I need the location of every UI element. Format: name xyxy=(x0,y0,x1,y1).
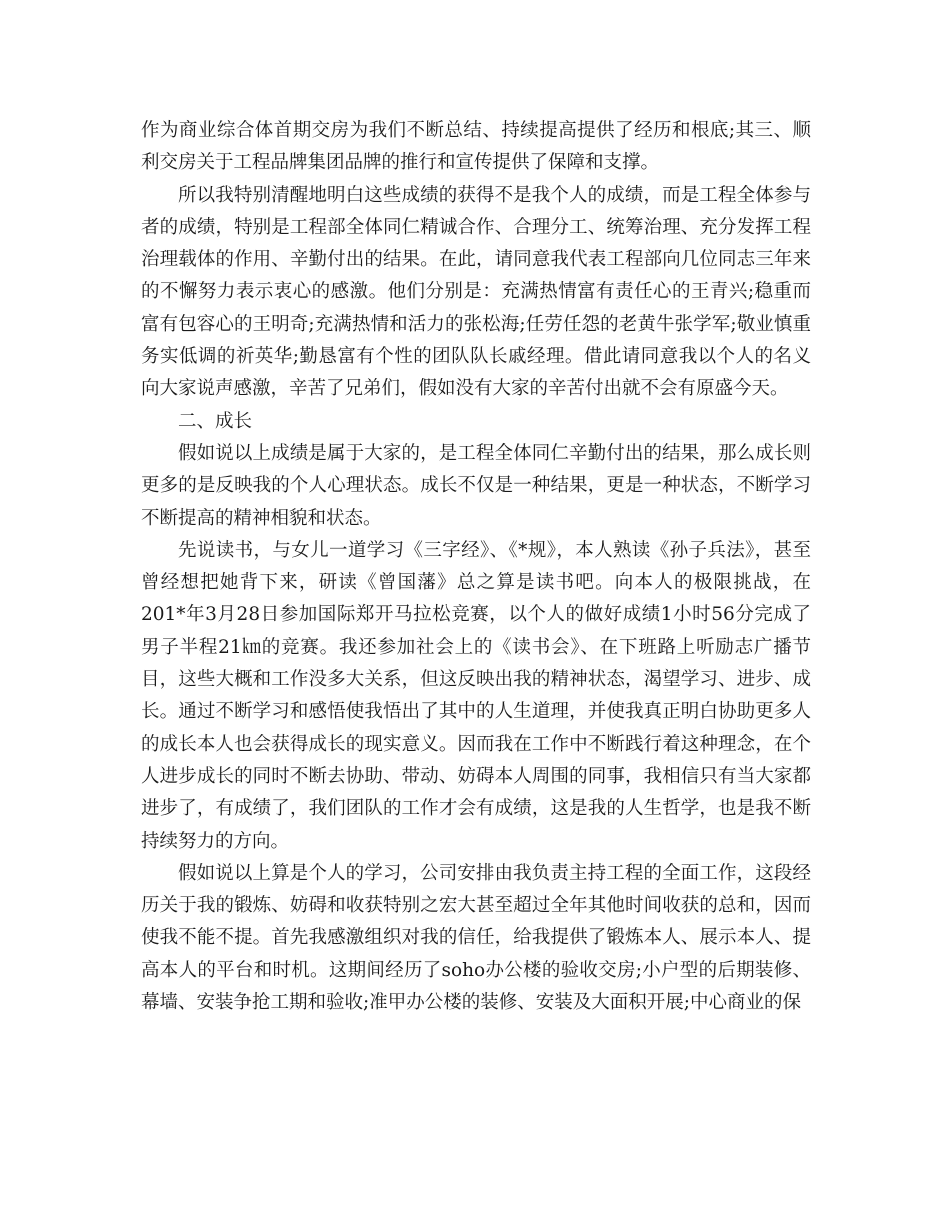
section-heading-growth: 二、成长 xyxy=(178,410,253,432)
paragraph-growth-intro: 假如说以上成绩是属于大家的，是工程全体同仁辛勤付出的结果，那么成长则更多的是反映我的个人心理状态。成长不仅是一种结果，更是一种状态，不断学习不断提高的精神相貌和状态。 xyxy=(141,442,811,529)
document-body xyxy=(141,115,811,1019)
paragraph-reading-marathon: 先说读书，与女儿一道学习《三字经》、《*规》，本人熟读《孙子兵法》，甚至曾经想把她背下来，研读《曾国藩》总之算是读书吧。向本人的极限挑战，在201*年3月28日参加国际郑开马拉松竞赛，以个人的做好成绩1小时56分完成了男子半程21㎞的竞赛。我还参加社会上的《读书会》、在下班路上听励志广播节目，这些大概和工作没多大关系，但这反映出我的精神状态，渴望学习、进步、成长。通过不断学习和感悟使我悟出了其中的人生道理，并使我真正明白协助更多人的成长本人也会获得成长的现实意义。因而我在工作中不断践行着这种理念，在个人进步成长的同时不断去协助、带动、妨碍本人周围的同事，我相信只有当大家都进步了，有成绩了，我们团队的工作才会有成绩，这是我的人生哲学，也是我不断持续努力的方向。 xyxy=(141,539,811,852)
paragraph-continuation: 作为商业综合体首期交房为我们不断总结、持续提高提供了经历和根底;其三、顺利交房关于工程品牌集团品牌的推行和宣传提供了保障和支撑。 xyxy=(141,120,811,174)
paragraph-project-work: 假如说以上算是个人的学习，公司安排由我负责主持工程的全面工作，这段经历关于我的锻炼、妨碍和收获特别之宏大甚至超过全年其他时间收获的总和，因而使我不能不提。首先我感激组织对我的信任，给我提供了锻炼本人、展示本人、提高本人的平台和时机。这期间经历了soho办公楼的验收交房;小户型的后期装修、幕墙、安装争抢工期和验收;准甲办公楼的装修、安装及大面积开展;中心商业的保 xyxy=(141,862,811,1014)
paragraph-acknowledgements: 所以我特别清醒地明白这些成绩的获得不是我个人的成绩，而是工程全体参与者的成绩，特别是工程部全体同仁精诚合作、合理分工、统筹治理、充分发挥工程治理载体的作用、辛勤付出的结果。在此，请同意我代表工程部向几位同志三年来的不懈努力表示衷心的感激。他们分别是：充满热情富有责任心的王青兴;稳重而富有包容心的王明奇;充满热情和活力的张松海;任劳任怨的老黄牛张学军;敬业慎重务实低调的祈英华;勤恳富有个性的团队队长戚经理。借此请同意我以个人的名义向大家说声感激，辛苦了兄弟们，假如没有大家的辛苦付出就不会有原盛今天。 xyxy=(141,184,811,400)
